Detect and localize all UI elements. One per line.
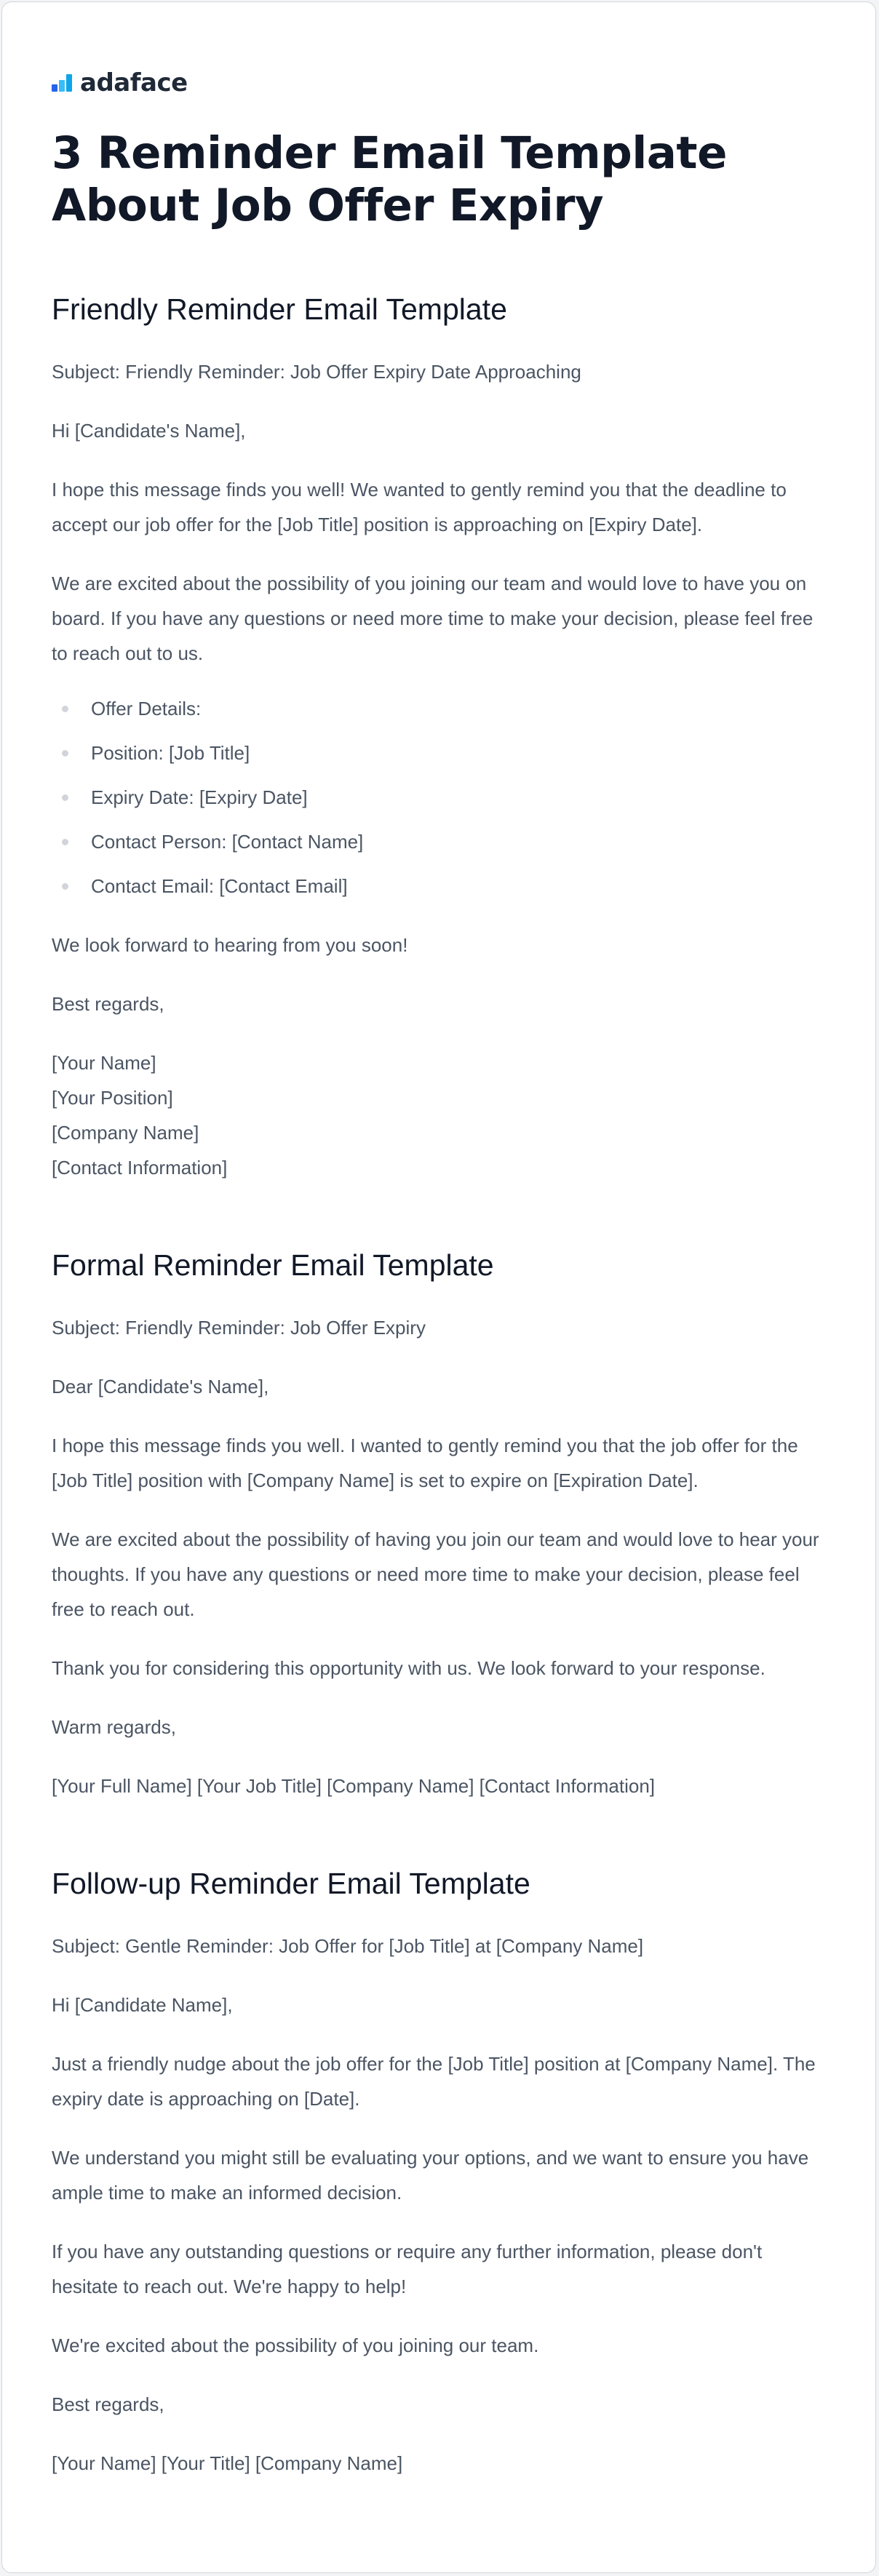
adaface-logo-icon [52, 72, 73, 94]
email-subject: Subject: Gentle Reminder: Job Offer for [Job Title] at [Company Name] [52, 1935, 644, 1957]
email-subject: Subject: Friendly Reminder: Job Offer Expiry Date Approaching [52, 361, 581, 383]
email-signature: [Your Full Name] [Your Job Title] [Company Name] [Contact Information] [52, 1775, 656, 1797]
email-paragraph: We are excited about the possibility of you joining our team and would love to have you on board. If you have any questions or need more time to make your decision, please feel free to reach out to us. [52, 573, 814, 664]
page-title: 3 Reminder Email Template About Job Offer Expiry [52, 127, 727, 231]
email-signoff: Best regards, [52, 993, 164, 1015]
template-heading: Friendly Reminder Email Template [52, 292, 507, 326]
offer-details-list [52, 691, 830, 904]
list-item [52, 824, 830, 859]
email-paragraph: We understand you might still be evaluating your options, and we want to ensure you have ample time to make an informed decision. [52, 2147, 809, 2204]
email-greeting: Hi [Candidate's Name], [52, 420, 246, 442]
email-greeting: Dear [Candidate's Name], [52, 1376, 269, 1397]
document-card [1, 1, 876, 2573]
list-item [52, 735, 830, 770]
email-signature: [Your Name] [Your Title] [Company Name] [52, 2452, 403, 2474]
list-item [52, 691, 830, 726]
document-content [52, 66, 830, 2481]
email-paragraph: I hope this message finds you well! We wanted to gently remind you that the deadline to accept our job offer for the [Job Title] position is approaching on [Expiry Date]. [52, 479, 787, 535]
list-item-text: Offer Details: [91, 698, 202, 719]
template-heading: Formal Reminder Email Template [52, 1248, 494, 1282]
signature-line: [Contact Information] [52, 1157, 228, 1179]
email-paragraph: Just a friendly nudge about the job offer for the [Job Title] position at [Company Name]. The expiry date is approaching on [Date]. [52, 2053, 816, 2110]
signature-line: [Your Position] [52, 1087, 173, 1109]
brand-logo[interactable] [52, 66, 830, 100]
bullet-icon [62, 839, 68, 845]
email-subject: Subject: Friendly Reminder: Job Offer Expiry [52, 1317, 426, 1339]
email-signoff: Warm regards, [52, 1716, 176, 1738]
list-item-text: Contact Email: [Contact Email] [91, 875, 348, 897]
email-signoff: Best regards, [52, 2393, 164, 2415]
signature-line: [Your Name] [52, 1052, 156, 1074]
email-greeting: Hi [Candidate Name], [52, 1994, 233, 2016]
email-signature [52, 1045, 830, 1185]
bullet-icon [62, 883, 68, 890]
email-paragraph: I hope this message finds you well. I wanted to gently remind you that the job offer for the [Job Title] position with [Company Name] is set to expire on [Expiration Date]. [52, 1435, 798, 1491]
list-item-text: Expiry Date: [Expiry Date] [91, 786, 308, 808]
email-paragraph: Thank you for considering this opportunity with us. We look forward to your response. [52, 1657, 765, 1679]
template-heading: Follow-up Reminder Email Template [52, 1867, 530, 1900]
signature-line: [Company Name] [52, 1122, 199, 1144]
list-item-text: Position: [Job Title] [91, 742, 250, 764]
bullet-icon [62, 794, 68, 801]
template-friendly [52, 290, 830, 1185]
bullet-icon [62, 750, 68, 757]
list-item-text: Contact Person: [Contact Name] [91, 831, 364, 853]
brand-name: adaface [80, 68, 188, 97]
bullet-icon [62, 706, 68, 712]
list-item [52, 780, 830, 815]
email-paragraph: We are excited about the possibility of having you join our team and would love to hear your thoughts. If you have any questions or need more time to make your decision, please feel free to reach out. [52, 1528, 819, 1620]
email-paragraph: If you have any outstanding questions or require any further information, please don't hesitate to reach out. We're happy to help! [52, 2241, 763, 2297]
template-follow-up [52, 1865, 830, 2481]
email-paragraph: We're excited about the possibility of you joining our team. [52, 2334, 539, 2356]
template-formal [52, 1246, 830, 1803]
email-closing-line: We look forward to hearing from you soon! [52, 934, 408, 956]
list-item [52, 869, 830, 904]
